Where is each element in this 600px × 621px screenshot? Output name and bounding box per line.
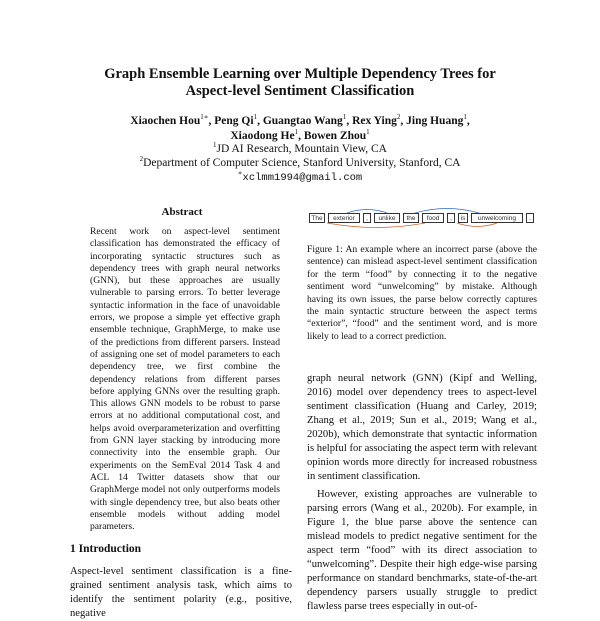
affiliation-sup: 2 bbox=[139, 155, 144, 164]
author-name: Guangtao Wang bbox=[262, 115, 343, 127]
author-sup: 1∗ bbox=[200, 113, 209, 122]
token-box: is bbox=[458, 213, 468, 223]
author-sup: 1 bbox=[294, 128, 299, 137]
title-line-2: Aspect-level Sentiment Classification bbox=[185, 83, 415, 99]
title-line-1: Graph Ensemble Learning over Multiple Dependency Trees for bbox=[104, 66, 496, 82]
introduction-body: Aspect-level sentiment classification is a fine-grained sentiment analysis task, which aims to identify the sentiment polarity (e.g., positive, negative bbox=[70, 566, 292, 619]
figure-1-dependency-parse bbox=[307, 206, 537, 230]
abstract-body: Recent work on aspect-level sentiment classification has demonstrated the efficacy of incorporating syntactic structures such as dependency trees with graph neural networks (GNN), but these approaches are usually vulnerable to parsing errors. To better leverage syntactic information in the face of unavoidable errors, we propose a simple yet effective graph ensemble technique, GraphMerge, to make use of the predictions from different parsers. Instead of assigning one set of model parameters to each dependency tree, we first combine the dependency relations from different parses before applying GNNs over the resulting graph. This allows GNN models to be robust to parse errors at no additional computational cost, and helps avoid overparameterization and overfitting from GNN layer stacking by introducing more connectivity into the ensemble graph. Our experiments on the SemEval 2014 Task 4 and ACL 14 Twitter datasets show that our GraphMerge model not only outperforms models with single dependency tree, but also beats other ensemble models without adding model parameters. bbox=[90, 226, 280, 533]
token-box: , bbox=[447, 213, 455, 223]
token-box: . bbox=[526, 213, 534, 223]
author-list bbox=[0, 114, 600, 144]
affiliation-sup: 1 bbox=[212, 141, 217, 150]
token-box: unlike bbox=[374, 213, 400, 223]
affiliation-1 bbox=[0, 142, 600, 157]
abstract-heading: Abstract bbox=[161, 206, 203, 218]
token-box: food bbox=[422, 213, 444, 223]
affiliation-text: JD AI Research, Mountain View, CA bbox=[216, 143, 387, 155]
affiliation-text: Department of Computer Science, Stanford University, Stanford, CA bbox=[143, 157, 461, 169]
author-sup: 1 bbox=[366, 128, 370, 137]
introduction-heading: 1 Introduction bbox=[70, 543, 142, 555]
token-box: , bbox=[363, 213, 371, 223]
author-name: Bowen Zhou bbox=[303, 130, 367, 142]
author-sup: 2 bbox=[396, 113, 401, 122]
author-sup: 1 bbox=[253, 113, 258, 122]
right-column-body bbox=[307, 372, 537, 614]
author-sup: 1 bbox=[342, 113, 347, 122]
token-box: The bbox=[309, 213, 325, 223]
author-name: Xiaochen Hou bbox=[130, 115, 201, 127]
email-address[interactable]: xclmm1994@gmail.com bbox=[242, 172, 363, 184]
token-box: the bbox=[403, 213, 419, 223]
email-line bbox=[0, 170, 600, 186]
authors-line-2: Xiaodong He$^1$, Bowen Zhou$^1$ bbox=[230, 128, 370, 142]
author-sup: 1 bbox=[463, 113, 467, 122]
author-name: Jing Huang bbox=[406, 115, 464, 127]
token-box: exterior bbox=[328, 213, 360, 223]
authors-line-1: Xiaochen Hou$^{1∗}$, Peng Qi$^1$, Guangtao Wang$^1$, Rex Ying$^2$, Jing Huang$^1$, bbox=[130, 113, 470, 127]
paragraph: However, existing approaches are vulnerable to parsing errors (Wang et al., 2020b). For example, in Figure 1, the blue parse above the sentence can mislead models to predict negative sentiment for the aspect term “food” with its direct association to “unwelcoming”. Despite their high edge-wise parsing performance on standard benchmarks, state-of-the-art dependency parsers usually struggle to predict flawless parse trees especially in out-of- bbox=[307, 489, 537, 612]
email-sup: ∗ bbox=[237, 169, 243, 178]
figure-1-caption: Figure 1: An example where an incorrect parse (above the sentence) can mislead aspect-level sentiment classification for the term “food” by connecting it to the negative sentiment word “unwelcoming” by mistake. Although having its own issues, the parse below correctly captures the main syntactic structure between the aspect terms “exterior”, “food” and the sentiment word, and is more likely to lead to a correct prediction. bbox=[307, 244, 537, 342]
paper-title bbox=[0, 66, 600, 100]
token-box: unwelcoming bbox=[471, 213, 523, 223]
affiliation-2 bbox=[0, 156, 600, 171]
author-name: Rex Ying bbox=[352, 115, 397, 127]
author-name: Peng Qi bbox=[214, 115, 254, 127]
paragraph: graph neural network (GNN) (Kipf and Welling, 2016) model over dependency trees to aspect-level sentiment classification (Huang and Carley, 2019; Zhang et al., 2019; Sun et al., 2019; Wang et al., 2020b), which demonstrate that syntactic information is helpful for associating the aspect term with relevant opinion words more directly for increased robustness in sentiment classification. bbox=[307, 373, 537, 482]
author-name: Xiaodong He bbox=[230, 130, 295, 142]
